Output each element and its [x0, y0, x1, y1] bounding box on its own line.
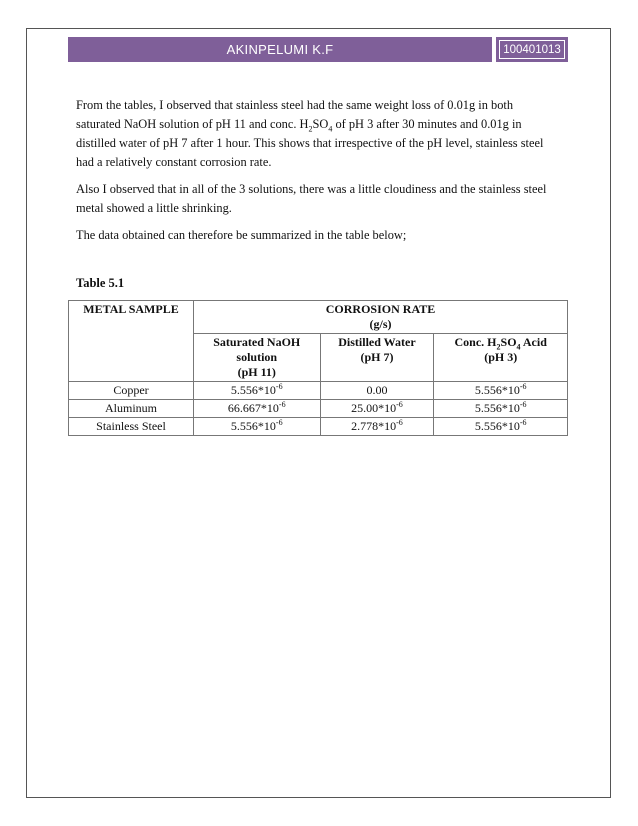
naoh-header-line: solution	[236, 350, 278, 364]
acid-column-header	[434, 334, 568, 382]
corrosion-rate-title: CORROSION RATE	[325, 302, 436, 316]
metal-sample-header: METAL SAMPLE	[69, 301, 194, 382]
water-cell	[320, 382, 434, 400]
paragraph-1	[76, 96, 554, 172]
naoh-header-line: (pH 11)	[237, 365, 276, 379]
naoh-cell	[194, 418, 321, 436]
water-cell	[320, 400, 434, 418]
value: 5.556*10	[230, 383, 276, 397]
acid-header-pre: Conc. H	[454, 335, 497, 349]
exponent: -6	[519, 418, 527, 427]
acid-cell	[434, 400, 568, 418]
table-row	[69, 418, 568, 436]
naoh-header-line: Saturated NaOH	[213, 335, 301, 349]
paragraph-1-text-a: From the tables, I observed that stainless steel had the same weight loss of 0.01g in both saturated NaOH solution of pH 11 and conc. H	[76, 98, 514, 131]
water-header-line: (pH 7)	[360, 350, 394, 364]
exponent: -6	[519, 382, 527, 391]
corrosion-rate-table	[68, 300, 568, 436]
metal-cell: Aluminum	[69, 400, 194, 418]
corrosion-rate-header	[194, 301, 568, 334]
paragraph-1-text-c: of pH 3 after 30 minutes and 0.01g in distilled water of pH 7 after 1 hour. This shows that irrespective of the pH level, stainless steel had a relatively constant corrosion rate.	[76, 117, 544, 169]
acid-cell	[434, 382, 568, 400]
acid-header-mid: SO	[500, 335, 517, 349]
table-title: Table 5.1	[76, 276, 125, 290]
table-header-row	[69, 301, 568, 334]
naoh-cell	[194, 400, 321, 418]
value: 5.556*10	[474, 383, 520, 397]
value: 66.667*10	[227, 401, 279, 415]
value: 25.00*10	[351, 401, 397, 415]
table-row	[69, 400, 568, 418]
table-row	[69, 382, 568, 400]
value: 0.00	[366, 383, 388, 397]
water-cell	[320, 418, 434, 436]
exponent: -6	[396, 418, 403, 427]
subscript: 2	[496, 342, 501, 352]
acid-header-line	[438, 335, 563, 350]
acid-cell	[434, 418, 568, 436]
subscript: 4	[516, 342, 521, 352]
value: 5.556*10	[230, 419, 276, 433]
naoh-cell	[194, 382, 321, 400]
exponent: -6	[519, 400, 527, 409]
header-id-box	[496, 37, 568, 62]
paragraph-2: Also I observed that in all of the 3 solutions, there was a little cloudiness and the stainless steel metal showed a little shrinking.	[76, 182, 547, 215]
exponent: -6	[396, 400, 403, 409]
value: 2.778*10	[351, 419, 397, 433]
value: 5.556*10	[474, 419, 520, 433]
metal-cell: Copper	[69, 382, 194, 400]
exponent: -6	[278, 400, 286, 409]
acid-header-line: (pH 3)	[484, 350, 518, 364]
header-student-id: 100401013	[499, 40, 565, 59]
subscript: 4	[328, 124, 333, 134]
value: 5.556*10	[474, 401, 520, 415]
naoh-column-header	[194, 334, 321, 382]
subscript: 2	[308, 124, 313, 134]
water-header-line: Distilled Water	[338, 335, 416, 349]
paragraph-3: The data obtained can therefore be summarized in the table below;	[76, 228, 407, 242]
body-text	[76, 96, 554, 253]
water-column-header	[320, 334, 434, 382]
exponent: -6	[275, 418, 283, 427]
header-author: AKINPELUMI K.F	[68, 37, 492, 62]
corrosion-rate-unit: (g/s)	[369, 317, 392, 331]
page-header	[68, 37, 568, 62]
acid-header-post: Acid	[520, 335, 547, 349]
metal-cell: Stainless Steel	[69, 418, 194, 436]
exponent: -6	[275, 382, 283, 391]
paragraph-1-text-b: SO	[312, 117, 329, 131]
